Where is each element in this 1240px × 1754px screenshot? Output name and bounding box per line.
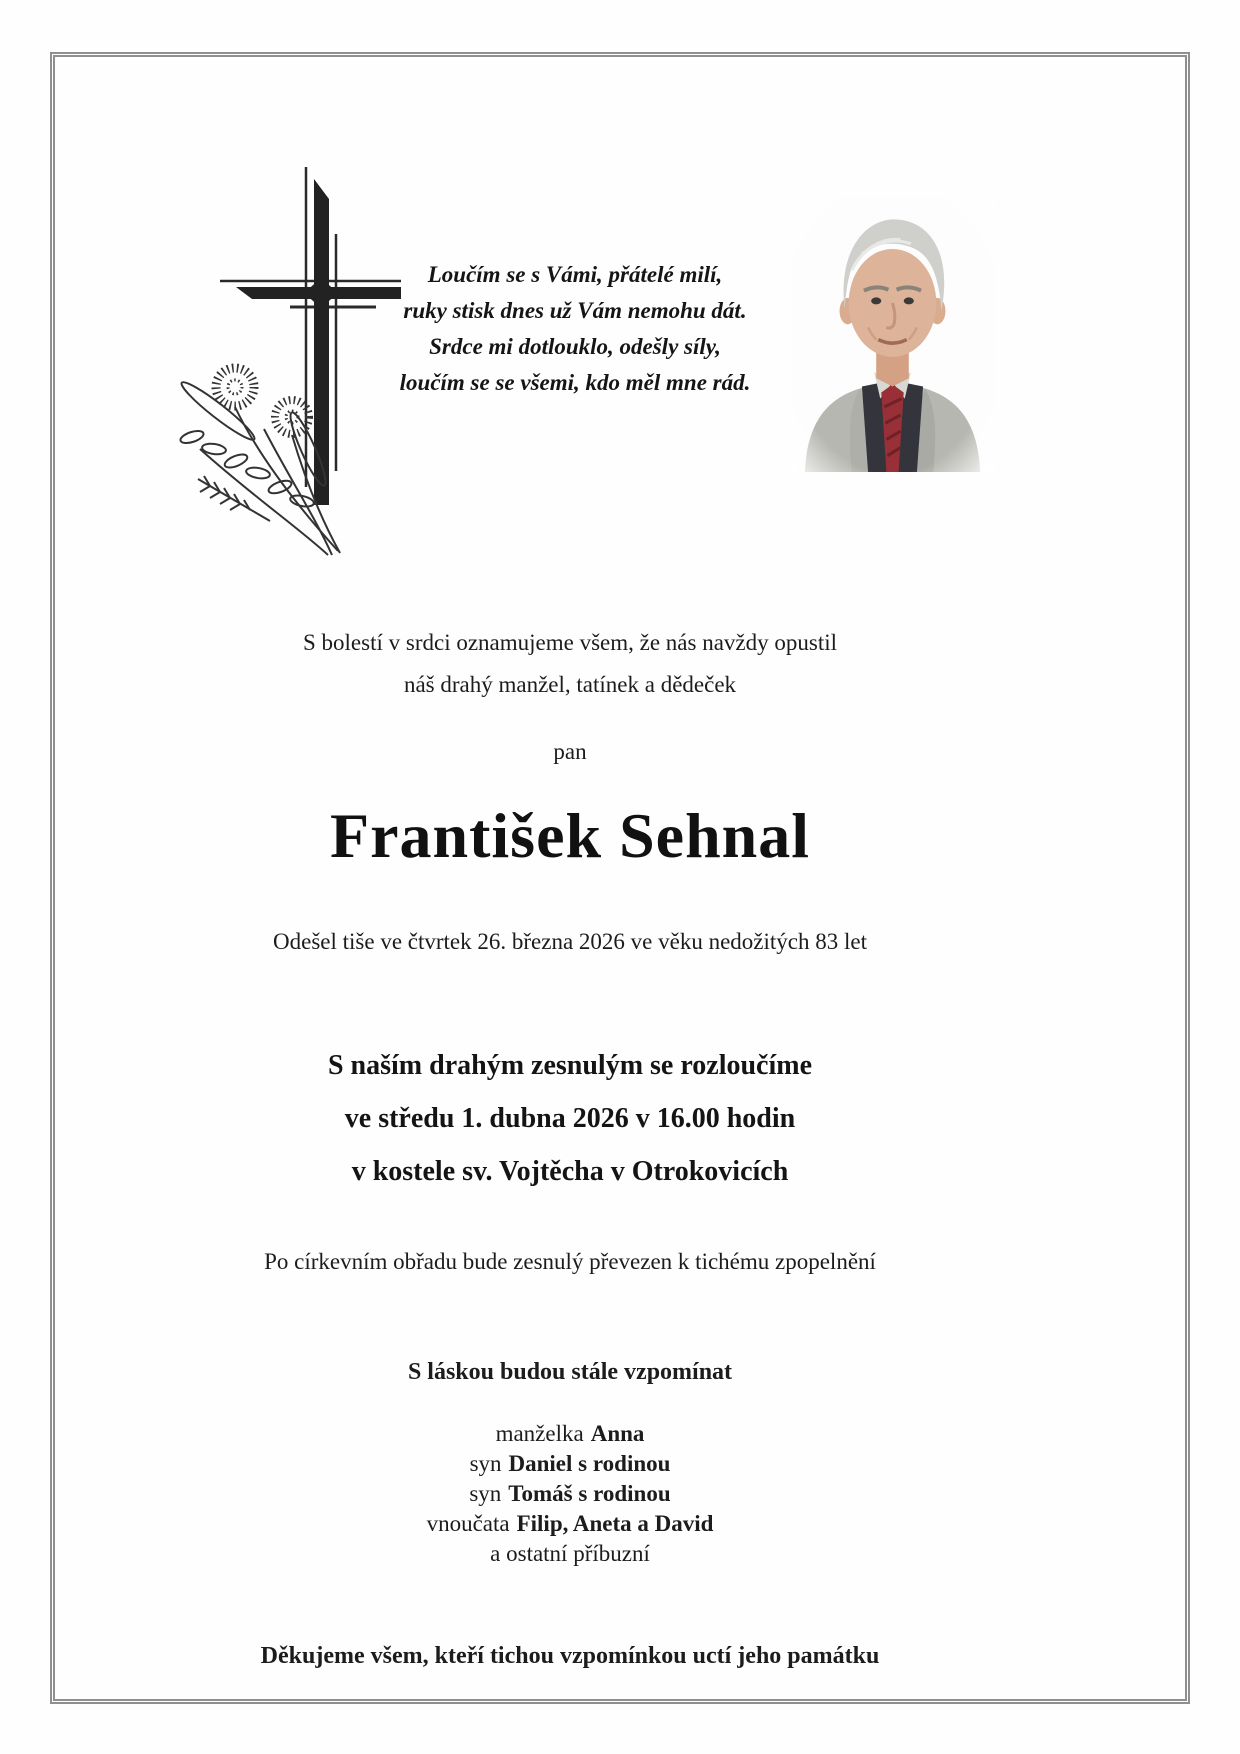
thanks-line: Děkujeme všem, kteří tichou vzpomínkou uctí jeho památku (260, 1643, 880, 1669)
mourner-row (55, 1539, 1085, 1569)
mourner-relation: manželka (495, 1421, 584, 1446)
mourner-relation: vnoučata (426, 1511, 510, 1536)
mourner-names: Daniel s rodinou (508, 1451, 671, 1476)
mourner-row (55, 1449, 1085, 1479)
mourners-heading: S láskou budou stále vzpomínat (407, 1359, 733, 1385)
mourner-relation: syn (469, 1451, 502, 1476)
decorative-double-border (50, 52, 1190, 1704)
farewell-poem (375, 257, 775, 401)
ceremony-line: v kostele sv. Vojtěcha v Otrokovicích (351, 1156, 789, 1187)
ceremony-line: S naším drahým zesnulým se rozloučíme (327, 1050, 813, 1081)
mourner-row (55, 1479, 1085, 1509)
intro-line: S bolestí v srdci oznamujeme všem, že nás navždy opustil (303, 630, 837, 655)
mourner-names: Anna (590, 1421, 645, 1446)
cross-flowers-icon (140, 149, 402, 559)
mourner-relation: a ostatní příbuzní (490, 1541, 650, 1566)
portrait-photo (790, 197, 995, 472)
ceremony-details (55, 1039, 1085, 1198)
mourner-names: Filip, Aneta a David (516, 1511, 714, 1536)
salutation: pan (553, 739, 587, 764)
poem-line: Srdce mi dotlouklo, odešly síly, (429, 334, 721, 359)
poem-line: ruky stisk dnes už Vám nemohu dát. (403, 298, 747, 323)
intro-line: náš drahý manžel, tatínek a dědeček (403, 672, 737, 697)
announcement-intro (55, 622, 1085, 706)
mourner-row (55, 1419, 1085, 1449)
poem-line: Loučím se s Vámi, přátelé milí, (427, 262, 723, 287)
cremation-note: Po církevním obřadu bude zesnulý převezen k tichému zpopelnění (264, 1249, 876, 1274)
mourner-relation: syn (469, 1481, 502, 1506)
death-info: Odešel tiše ve čtvrtek 26. března 2026 ve věku nedožitých 83 let (273, 929, 867, 954)
mourners-list (55, 1419, 1085, 1569)
ceremony-line: ve středu 1. dubna 2026 v 16.00 hodin (344, 1103, 796, 1134)
mourner-names: Tomáš s rodinou (508, 1481, 671, 1506)
poem-line: loučím se se všemi, kdo měl mne rád. (399, 370, 751, 395)
deceased-name: František Sehnal (329, 800, 811, 871)
mourner-row (55, 1509, 1085, 1539)
